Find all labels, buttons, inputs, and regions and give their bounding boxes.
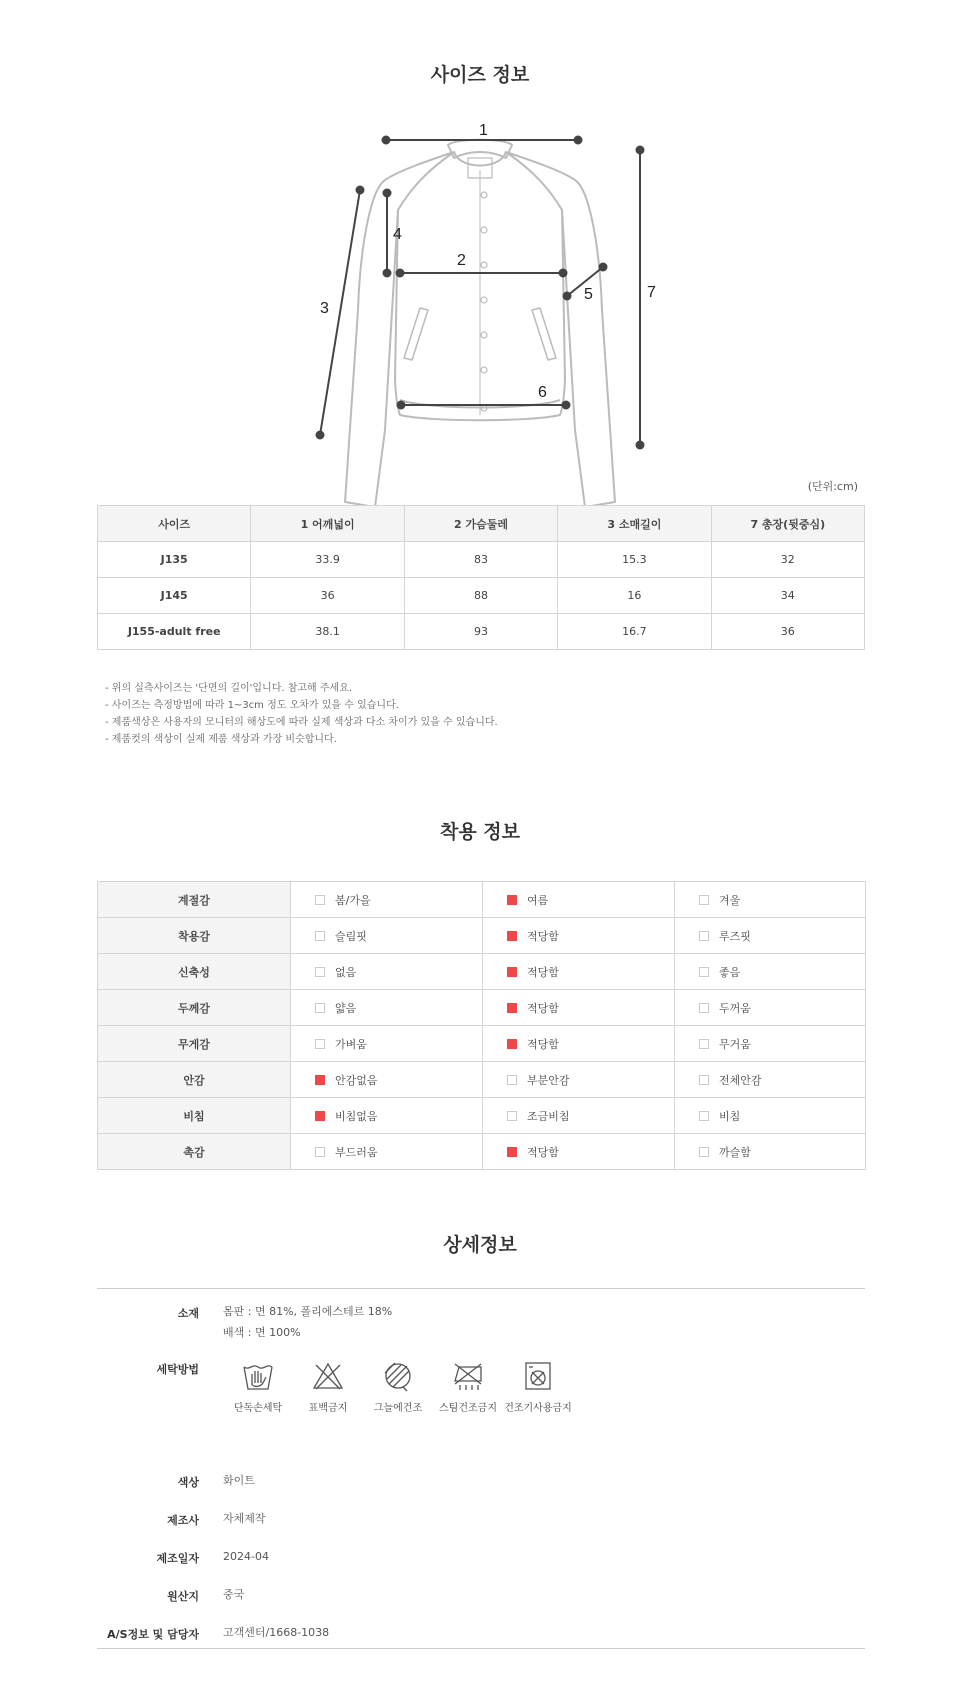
size-value-cell: 16 — [558, 578, 711, 614]
fit-row-label: 계절감 — [98, 882, 291, 918]
unchecked-box-icon — [315, 1147, 325, 1157]
fit-option-label: 까슬함 — [719, 1145, 751, 1159]
size-value-cell: 36 — [711, 614, 864, 650]
material-value — [223, 1301, 392, 1343]
note-line: - 사이즈는 측정방법에 따라 1~3cm 정도 오차가 있을 수 있습니다. — [105, 700, 399, 711]
unchecked-box-icon — [315, 967, 325, 977]
fit-option — [675, 1026, 866, 1062]
fit-option — [483, 1062, 675, 1098]
fit-option-label: 비침없음 — [335, 1109, 378, 1123]
diagram-label-4: 4 — [393, 226, 402, 243]
fit-row — [98, 990, 866, 1026]
fit-option-label: 슬림핏 — [335, 929, 367, 943]
fit-option-label: 적당함 — [527, 929, 559, 943]
detail-info-title: 상세정보 — [443, 1234, 517, 1256]
fit-option-label: 조금비침 — [527, 1109, 570, 1123]
fit-row-label: 무게감 — [98, 1026, 291, 1062]
unchecked-box-icon — [699, 1003, 709, 1013]
detail-table — [97, 1288, 865, 1649]
size-name-cell: J135 — [98, 542, 251, 578]
size-value-cell: 16.7 — [558, 614, 711, 650]
unchecked-box-icon — [315, 1003, 325, 1013]
unchecked-box-icon — [699, 1147, 709, 1157]
fit-option — [291, 882, 483, 918]
fit-option-label: 여름 — [527, 893, 549, 907]
fit-info-title: 착용 정보 — [439, 821, 521, 843]
unchecked-box-icon — [315, 1039, 325, 1049]
size-value-cell: 15.3 — [558, 542, 711, 578]
size-name-cell: J155-adult free — [98, 614, 251, 650]
jacket-size-diagram — [0, 110, 960, 510]
fit-option — [291, 1098, 483, 1134]
fit-option — [291, 918, 483, 954]
diagram-label-6: 6 — [538, 384, 547, 401]
size-value-cell: 34 — [711, 578, 864, 614]
fit-option-label: 얇음 — [335, 1001, 357, 1015]
fit-row-label: 비침 — [98, 1098, 291, 1134]
no-dryer-icon — [521, 1359, 555, 1393]
fit-option-label: 가벼움 — [335, 1037, 367, 1051]
fit-option-label: 부분안감 — [527, 1073, 570, 1087]
unchecked-box-icon — [699, 1075, 709, 1085]
fit-option-label: 봄/가을 — [335, 893, 371, 907]
fit-row — [98, 1062, 866, 1098]
detail-label: 원산지 — [167, 1590, 199, 1603]
size-header-cell: 3 소매길이 — [558, 506, 711, 542]
size-value-cell: 83 — [404, 542, 557, 578]
unchecked-box-icon — [507, 1075, 517, 1085]
size-value-cell: 88 — [404, 578, 557, 614]
fit-row-label: 착용감 — [98, 918, 291, 954]
material-label: 소재 — [177, 1307, 199, 1320]
checked-box-icon — [507, 967, 517, 977]
checked-box-icon — [507, 895, 517, 905]
fit-option-label: 없음 — [335, 965, 357, 979]
fit-row — [98, 1026, 866, 1062]
fit-option-label: 겨울 — [719, 893, 741, 907]
fit-row — [98, 882, 866, 918]
fit-option-label: 루즈핏 — [719, 929, 751, 943]
fit-option — [291, 1062, 483, 1098]
size-value-cell: 33.9 — [251, 542, 404, 578]
fit-option — [675, 1062, 866, 1098]
detail-value: 2024-04 — [223, 1550, 269, 1563]
fit-option — [483, 882, 675, 918]
material-line: 몸판 : 면 81%, 폴리에스테르 18% — [223, 1305, 393, 1318]
table-row — [98, 542, 865, 578]
size-info-title: 사이즈 정보 — [430, 64, 530, 86]
unchecked-box-icon — [699, 931, 709, 941]
fit-option — [483, 990, 675, 1026]
size-header-cell: 7 총장(뒷중심) — [711, 506, 864, 542]
care-item — [293, 1359, 363, 1414]
checked-box-icon — [507, 1003, 517, 1013]
fit-option — [483, 954, 675, 990]
size-table-header — [98, 506, 865, 542]
checked-box-icon — [507, 931, 517, 941]
detail-label: A/S정보 및 담당자 — [107, 1628, 199, 1641]
fit-option — [483, 1134, 675, 1170]
fit-option-label: 적당함 — [527, 1037, 559, 1051]
fit-row-label: 촉감 — [98, 1134, 291, 1170]
unchecked-box-icon — [699, 1039, 709, 1049]
size-name-cell: J145 — [98, 578, 251, 614]
note-line: - 제품색상은 사용자의 모니터의 해상도에 따라 실제 색상과 다소 차이가 있을 수 있습니다. — [105, 717, 498, 728]
detail-label: 제조사 — [167, 1514, 199, 1527]
unchecked-box-icon — [699, 1111, 709, 1121]
no-steam-dry-icon — [451, 1359, 485, 1393]
fit-option-label: 좋음 — [719, 965, 741, 979]
care-label: 스팀건조금지 — [439, 1403, 497, 1414]
detail-label: 색상 — [177, 1476, 199, 1489]
detail-value: 화이트 — [223, 1474, 255, 1487]
fit-option-label: 적당함 — [527, 965, 559, 979]
wash-label: 세탁방법 — [156, 1363, 199, 1376]
fit-option — [675, 1134, 866, 1170]
hand-wash-icon — [241, 1359, 275, 1393]
checked-box-icon — [315, 1111, 325, 1121]
fit-option — [675, 918, 866, 954]
unchecked-box-icon — [315, 931, 325, 941]
unit-label: (단위:cm) — [807, 480, 858, 493]
fit-option — [675, 882, 866, 918]
fit-row — [98, 954, 866, 990]
fit-option-label: 비침 — [719, 1109, 741, 1123]
fit-row — [98, 918, 866, 954]
size-header-cell: 2 가슴둘레 — [404, 506, 557, 542]
diagram-label-3: 3 — [320, 300, 329, 317]
note-line: - 제품컷의 색상이 실제 제품 색상과 가장 비슷합니다. — [105, 734, 337, 745]
material-line: 배색 : 면 100% — [223, 1326, 301, 1339]
diagram-label-1: 1 — [479, 122, 488, 139]
size-value-cell: 32 — [711, 542, 864, 578]
size-value-cell: 36 — [251, 578, 404, 614]
size-header-cell: 사이즈 — [98, 506, 251, 542]
table-row — [98, 614, 865, 650]
size-header-cell: 1 어깨넓이 — [251, 506, 404, 542]
checked-box-icon — [507, 1039, 517, 1049]
shade-dry-icon — [381, 1359, 415, 1393]
fit-option-label: 적당함 — [527, 1001, 559, 1015]
care-item — [503, 1359, 573, 1414]
detail-value: 자체제작 — [223, 1512, 266, 1525]
diagram-label-7: 7 — [647, 284, 656, 301]
unchecked-box-icon — [699, 895, 709, 905]
fit-option — [291, 954, 483, 990]
fit-option — [291, 1026, 483, 1062]
diagram-label-5: 5 — [584, 286, 593, 303]
fit-option — [291, 1134, 483, 1170]
unchecked-box-icon — [315, 895, 325, 905]
fit-option — [675, 954, 866, 990]
fit-option-label: 적당함 — [527, 1145, 559, 1159]
fit-option — [291, 990, 483, 1026]
detail-value: 중국 — [223, 1588, 245, 1601]
fit-option — [675, 1098, 866, 1134]
checked-box-icon — [507, 1147, 517, 1157]
checked-box-icon — [315, 1075, 325, 1085]
fit-option-label: 전체안감 — [719, 1073, 762, 1087]
care-label: 건조기사용금지 — [504, 1403, 572, 1414]
fit-option-label: 안감없음 — [335, 1073, 378, 1087]
fit-row-label: 안감 — [98, 1062, 291, 1098]
fit-row — [98, 1134, 866, 1170]
fit-row-label: 두께감 — [98, 990, 291, 1026]
fit-option-label: 두꺼움 — [719, 1001, 751, 1015]
care-label: 표백금지 — [308, 1403, 348, 1414]
size-notes — [105, 680, 498, 748]
size-table — [97, 505, 865, 650]
fit-option — [483, 1026, 675, 1062]
care-label: 그늘에건조 — [373, 1403, 423, 1414]
no-bleach-icon — [311, 1359, 345, 1393]
fit-row-label: 신축성 — [98, 954, 291, 990]
care-icons — [223, 1359, 583, 1429]
detail-value: 고객센터/1668-1038 — [223, 1626, 330, 1639]
care-item — [363, 1359, 433, 1414]
care-item — [223, 1359, 293, 1414]
fit-option — [675, 990, 866, 1026]
unchecked-box-icon — [507, 1111, 517, 1121]
fit-option — [483, 918, 675, 954]
size-value-cell: 93 — [404, 614, 557, 650]
note-line: - 위의 실측사이즈는 '단면의 길이'입니다. 참고해 주세요. — [105, 683, 353, 694]
fit-option-label: 무거움 — [719, 1037, 751, 1051]
care-item — [433, 1359, 503, 1414]
diagram-label-2: 2 — [457, 252, 466, 269]
fit-row — [98, 1098, 866, 1134]
size-value-cell: 38.1 — [251, 614, 404, 650]
table-row — [98, 578, 865, 614]
fit-table — [97, 881, 866, 1170]
fit-option — [483, 1098, 675, 1134]
care-label: 단독손세탁 — [233, 1403, 283, 1414]
fit-option-label: 부드러움 — [335, 1145, 378, 1159]
unchecked-box-icon — [699, 967, 709, 977]
detail-label: 제조일자 — [156, 1552, 199, 1565]
